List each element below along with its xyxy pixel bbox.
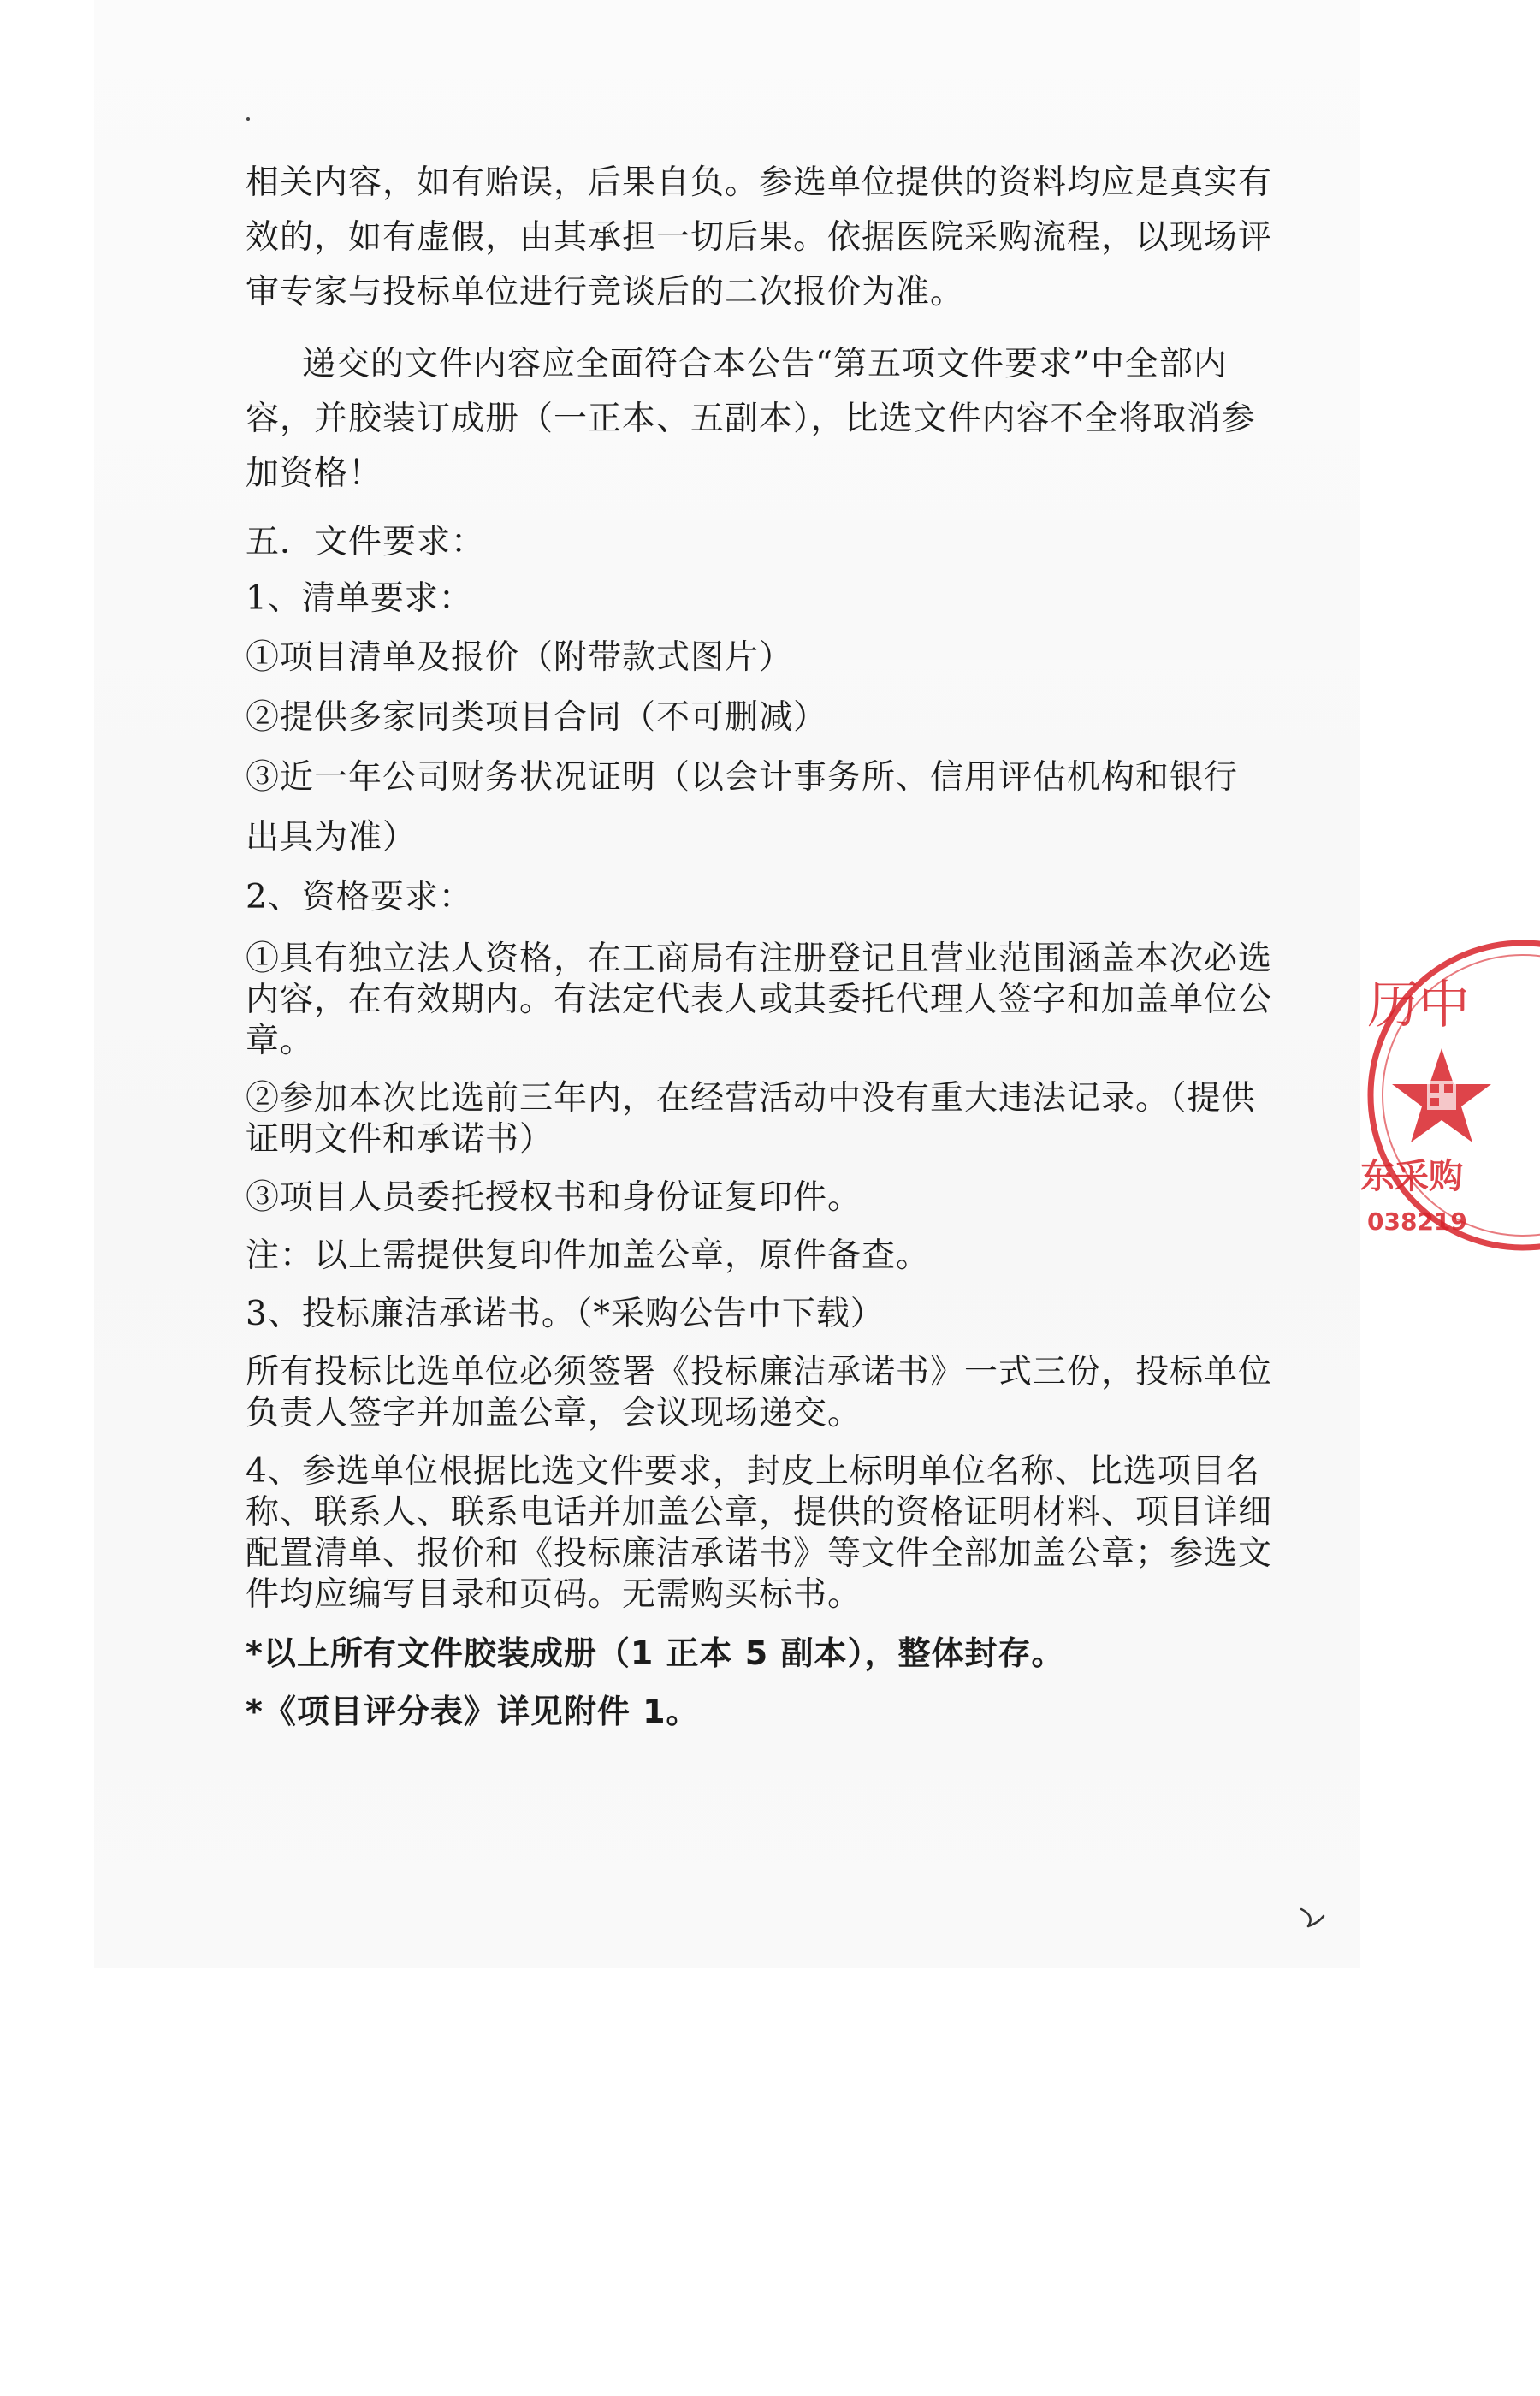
- paragraph-line: 审专家与投标单位进行竞谈后的二次报价为准。: [246, 273, 965, 311]
- note: 注：以上需提供复印件加盖公章，原件备查。: [246, 1237, 931, 1275]
- svg-text:东采购: 东采购: [1360, 1157, 1463, 1196]
- paragraph-line: 负责人签字并加盖公章，会议现场递交。: [246, 1394, 862, 1432]
- bold-note: *以上所有文件胶装成册（1 正本 5 副本），整体封存。: [246, 1634, 1065, 1672]
- list-item: ②参加本次比选前三年内，在经营活动中没有重大违法记录。（提供: [246, 1079, 1256, 1118]
- svg-text:038219: 038219: [1367, 1207, 1467, 1236]
- paragraph-line: 称、联系人、联系电话并加盖公章，提供的资格证明材料、项目详细: [246, 1493, 1273, 1532]
- section-heading: 五．文件要求：: [246, 523, 486, 561]
- list-item: ③项目人员委托授权书和身份证复印件。: [246, 1178, 862, 1217]
- svg-text:历中: 历中: [1367, 976, 1470, 1035]
- list-item-continuation: 出具为准）: [246, 818, 418, 857]
- paragraph-line: 所有投标比选单位必须签署《投标廉洁承诺书》一式三份，投标单位: [246, 1353, 1273, 1391]
- paragraph-line: 4、参选单位根据比选文件要求，封皮上标明单位名称、比选项目名: [246, 1452, 1260, 1491]
- list-item: ①项目清单及报价（附带款式图片）: [246, 638, 794, 677]
- paragraph-line: 递交的文件内容应全面符合本公告“第五项文件要求”中全部内: [302, 345, 1228, 383]
- paragraph-line: 配置清单、报价和《投标廉洁承诺书》等文件全部加盖公章；参选文: [246, 1534, 1273, 1573]
- paragraph-line: 容，并胶装订成册（一正本、五副本），比选文件内容不全将取消参: [246, 400, 1256, 438]
- seal-graphic: [1352, 928, 1540, 1262]
- list-item-continuation: 章。: [246, 1022, 315, 1060]
- paragraph-line: 效的，如有虚假，由其承担一切后果。依据医院采购流程，以现场评: [246, 218, 1273, 257]
- list-item: ②提供多家同类项目合同（不可删减）: [246, 698, 828, 737]
- subsection-heading: 1、清单要求：: [246, 579, 473, 618]
- list-item-continuation: 证明文件和承诺书）: [246, 1120, 554, 1159]
- official-seal-stamp: [1352, 928, 1540, 1262]
- subsection-heading: 2、资格要求：: [246, 878, 473, 916]
- subsection-heading: 3、投标廉洁承诺书。（*采购公告中下载）: [246, 1295, 885, 1333]
- list-item: ③近一年公司财务状况证明（以会计事务所、信用评估机构和银行: [246, 758, 1239, 797]
- list-item-continuation: 内容，在有效期内。有法定代表人或其委托代理人签字和加盖单位公: [246, 981, 1273, 1019]
- handwritten-mark: [1296, 1904, 1330, 1942]
- scan-speck: [246, 117, 250, 121]
- paragraph-line: 相关内容，如有贻误，后果自负。参选单位提供的资料均应是真实有: [246, 163, 1273, 202]
- paragraph-line: 件均应编写目录和页码。无需购买标书。: [246, 1575, 862, 1614]
- paragraph-line: 加资格！: [246, 454, 383, 493]
- list-item: ①具有独立法人资格，在工商局有注册登记且营业范围涵盖本次必选: [246, 940, 1273, 978]
- bold-note: *《项目评分表》详见附件 1。: [246, 1693, 700, 1730]
